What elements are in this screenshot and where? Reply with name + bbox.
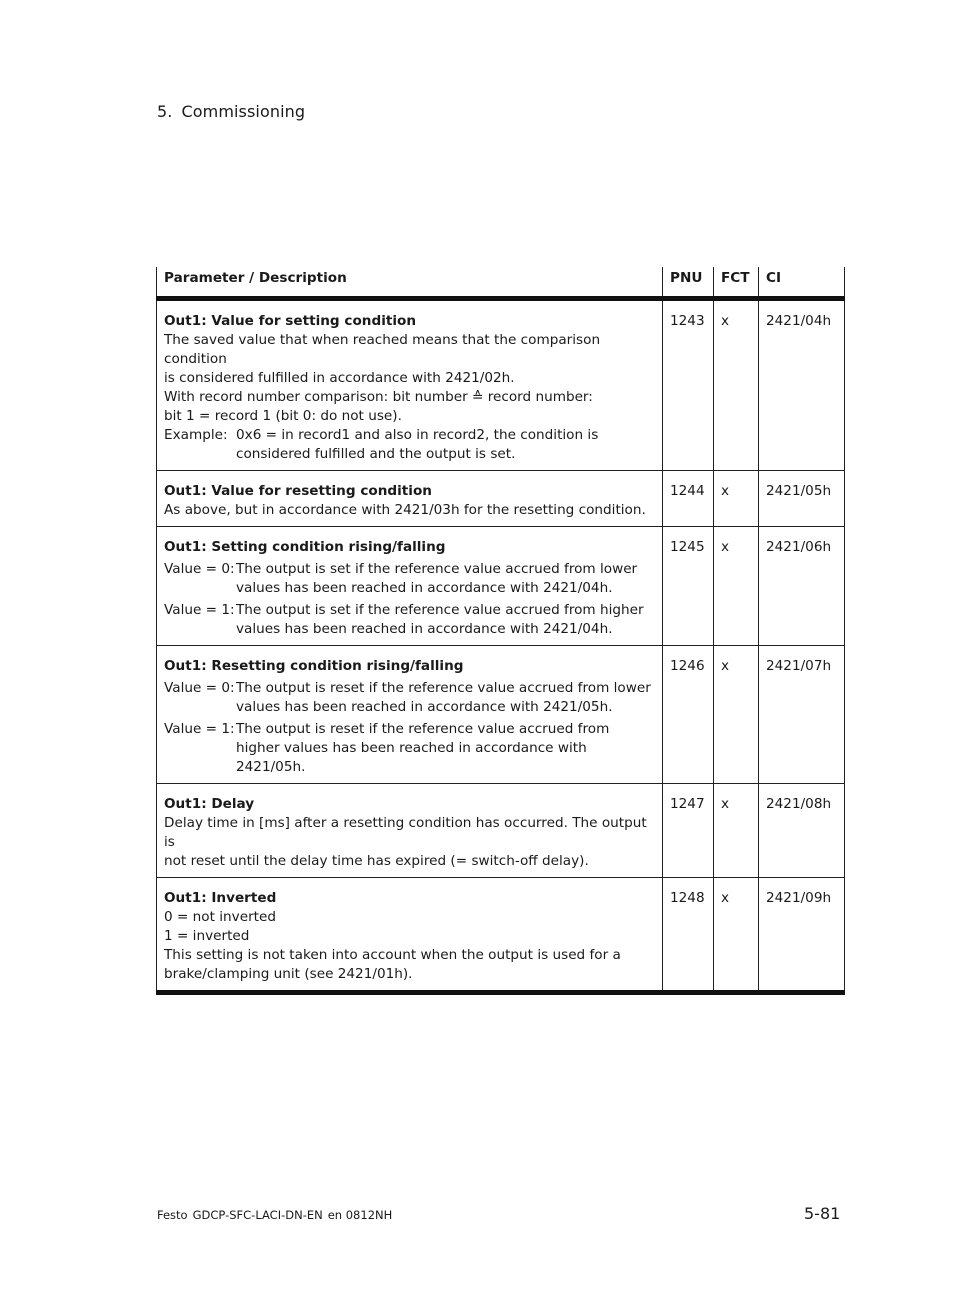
- parameter-title: Out1: Value for resetting condition: [164, 483, 432, 499]
- fct-cell: x: [714, 878, 759, 993]
- ci-cell: 2421/04h: [759, 299, 845, 471]
- parameter-title: Out1: Delay: [164, 796, 255, 812]
- footer-edition: en 0812NH: [327, 1208, 393, 1222]
- ci-cell: 2421/06h: [759, 527, 845, 646]
- footer-document-id: GDCP-SFC-LACI-DN-EN: [192, 1208, 323, 1222]
- ci-cell: 2421/05h: [759, 471, 845, 527]
- description-cell: [157, 878, 663, 993]
- description-cell: [157, 646, 663, 784]
- fct-cell: x: [714, 646, 759, 784]
- ci-cell: 2421/09h: [759, 878, 845, 993]
- description-line: brake/clamping unit (see 2421/01h).: [164, 966, 413, 982]
- fct-cell: x: [714, 527, 759, 646]
- example-label: Example:: [164, 427, 228, 443]
- example-text: 0x6 = in record1 and also in record2, the condition is considered fulfilled and the output is set.: [236, 427, 599, 462]
- chapter-heading: [157, 102, 305, 121]
- parameter-title: Out1: Resetting condition rising/falling: [164, 658, 464, 674]
- description-cell: [157, 471, 663, 527]
- value-label: Value = 1:: [164, 602, 235, 618]
- column-header-description: Parameter / Description: [157, 267, 663, 299]
- column-header-fct: FCT: [714, 267, 759, 299]
- table-row: [157, 471, 845, 527]
- description-cell: [157, 299, 663, 471]
- description-line: The saved value that when reached means that the comparison condition: [164, 332, 601, 367]
- value-text: The output is set if the reference value accrued from lower values has been reached in accordance with 2421/04h.: [236, 561, 638, 596]
- footer-document-info: [157, 1208, 397, 1222]
- description-line: With record number comparison: bit number ≙ record number:: [164, 389, 593, 405]
- value-label: Value = 0:: [164, 680, 235, 696]
- table-row: [157, 646, 845, 784]
- value-label: Value = 0:: [164, 561, 235, 577]
- example-entry: [164, 426, 656, 464]
- chapter-title: Commissioning: [181, 102, 306, 121]
- value-text: The output is set if the reference value accrued from higher values has been reached in accordance with 2421/04h.: [236, 602, 644, 637]
- pnu-cell: 1243: [663, 299, 714, 471]
- description-cell: [157, 527, 663, 646]
- value-text: The output is reset if the reference value accrued from lower values has been reached in accordance with 2421/05h.: [236, 680, 651, 715]
- chapter-number: 5.: [157, 102, 173, 121]
- table-row: [157, 878, 845, 993]
- fct-cell: x: [714, 299, 759, 471]
- description-line: Delay time in [ms] after a resetting condition has occurred. The output is: [164, 815, 647, 850]
- description-line: 0 = not inverted: [164, 909, 276, 925]
- column-header-pnu: PNU: [663, 267, 714, 299]
- description-line: bit 1 = record 1 (bit 0: do not use).: [164, 408, 402, 424]
- pnu-cell: 1244: [663, 471, 714, 527]
- pnu-cell: 1246: [663, 646, 714, 784]
- pnu-cell: 1245: [663, 527, 714, 646]
- parameter-title: Out1: Inverted: [164, 890, 277, 906]
- page-number: 5-81: [804, 1204, 841, 1223]
- ci-cell: 2421/07h: [759, 646, 845, 784]
- table-row: [157, 299, 845, 471]
- fct-cell: x: [714, 784, 759, 878]
- description-line: is considered fulfilled in accordance with 2421/02h.: [164, 370, 515, 386]
- parameter-title: Out1: Value for setting condition: [164, 313, 417, 329]
- value-label: Value = 1:: [164, 721, 235, 737]
- parameter-title: Out1: Setting condition rising/falling: [164, 539, 446, 555]
- column-header-ci: CI: [759, 267, 845, 299]
- table-row: [157, 784, 845, 878]
- description-cell: [157, 784, 663, 878]
- pnu-cell: 1247: [663, 784, 714, 878]
- parameter-table: [156, 267, 845, 995]
- value-entry: [164, 601, 656, 639]
- ci-cell: 2421/08h: [759, 784, 845, 878]
- value-entry: [164, 720, 656, 777]
- description-line: This setting is not taken into account when the output is used for a: [164, 947, 621, 963]
- description-line: As above, but in accordance with 2421/03h for the resetting condition.: [164, 502, 646, 518]
- description-line: not reset until the delay time has expired (= switch-off delay).: [164, 853, 589, 869]
- table-row: [157, 527, 845, 646]
- description-line: 1 = inverted: [164, 928, 250, 944]
- table-header-row: [157, 267, 845, 299]
- pnu-cell: 1248: [663, 878, 714, 993]
- value-entry: [164, 679, 656, 717]
- value-text: The output is reset if the reference value accrued from higher values has been reached in accordance with 2421/05h.: [236, 721, 610, 775]
- value-entry: [164, 560, 656, 598]
- footer-company: Festo: [157, 1208, 188, 1222]
- fct-cell: x: [714, 471, 759, 527]
